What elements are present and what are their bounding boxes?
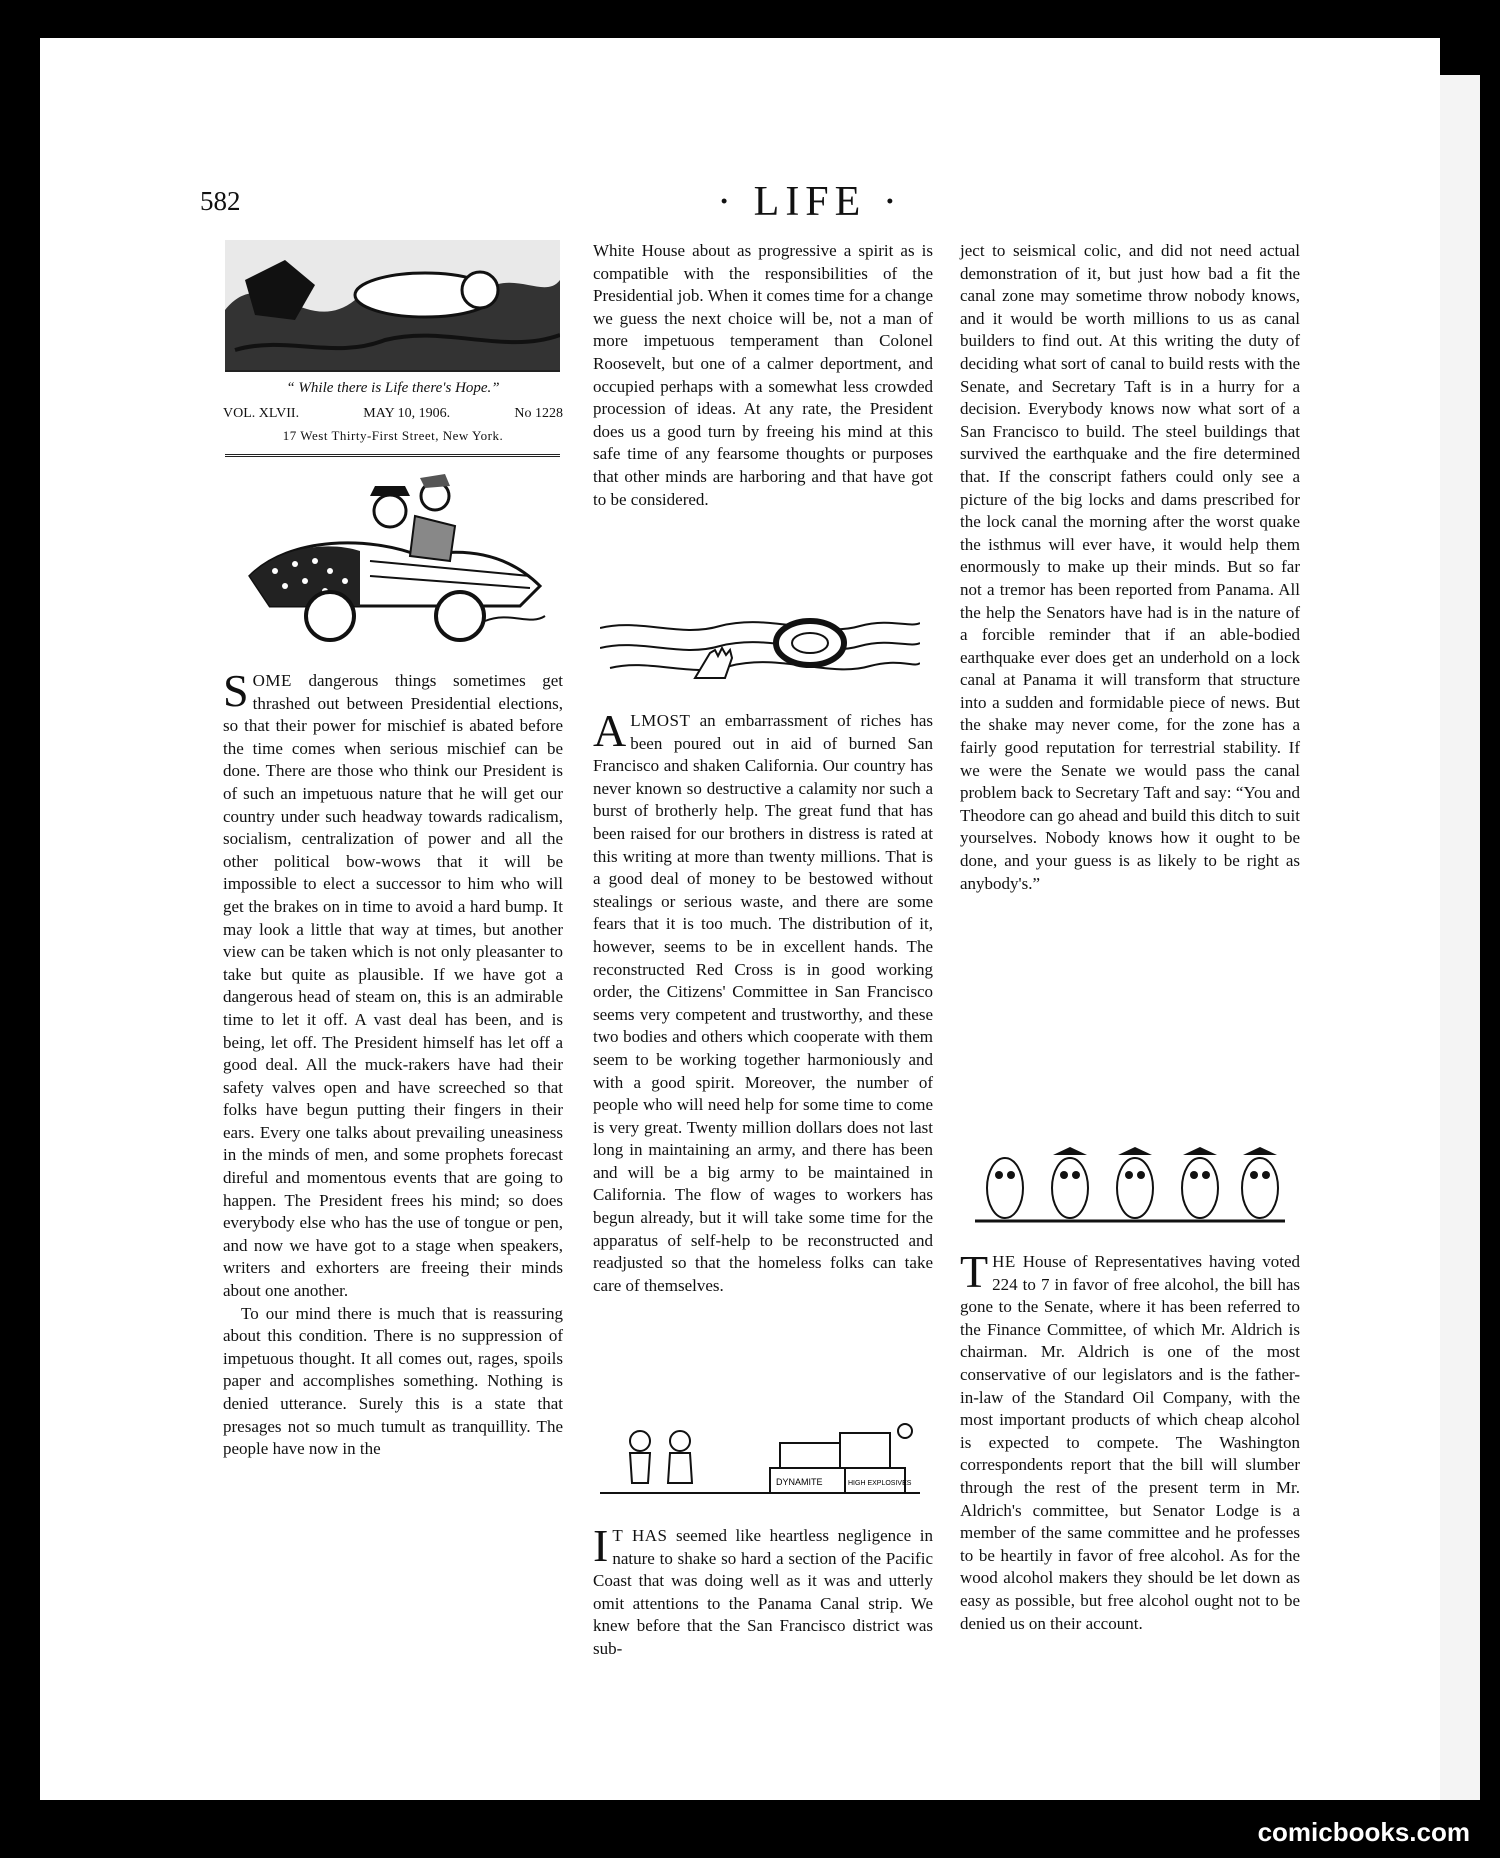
magazine-page xyxy=(40,38,1440,1800)
dropcap: I xyxy=(593,1520,609,1571)
article-it-has-seemed xyxy=(593,1520,933,1661)
lead-word: LMOST xyxy=(630,711,691,730)
dynamite-crates-illustration xyxy=(600,1423,920,1503)
owls-art xyxy=(975,1133,1285,1228)
dynamite-crates-art xyxy=(600,1423,920,1503)
article-the-house xyxy=(960,1246,1301,1635)
motto: “ While there is Life there's Hope.” xyxy=(286,380,500,396)
page-number: 582 xyxy=(200,186,241,216)
article-continuation xyxy=(593,240,933,511)
volume-number: VOL. XLVII. xyxy=(223,406,300,421)
dropcap: S xyxy=(223,665,249,716)
header-rule xyxy=(225,454,560,457)
publisher-address: 17 West Thirty-First Street, New York. xyxy=(282,428,504,443)
lead-word: HE xyxy=(992,1252,1016,1271)
article-almost-an-embarrassment xyxy=(593,705,934,1297)
dropcap: T xyxy=(960,1246,989,1297)
article-paragraph: ject to seismical colic, and did not need actual demonstration of it, but just how bad a fit the canal zone may sometime throw nobody knows, and it would be worth millions to us as canal builders to find out. At this writing the duty of deciding what sort of canal to build rests with the Senate, and Secretary Taft is in a hurry for a decision. Everybody knows now what sort of a San Francisco to build. The steel buildings that survived the earthquake and the fire determined that. If the conscript fathers could only see a picture of the big locks and dams prescribed for the lock canal the morning after the worst quake the isthmus will ever have, it would help them enormously to make up their minds. But so far not a tremor has been reported from Panama. All the help the Senators have had is in the nature of a forcible reminder that if an able-bodied earthquake ever does get an underhold on a lock canal at Panama it will transform that structure into a sudden and formidable piece of news. But the shake may never come, for the zone has a fairly good reputation for terrestrial stability. If we were the Senate we would pass the canal problem back to Secretary Taft and say: “You and Theodore can go ahead and build this ditch to suit yourselves. Nobody knows how it ought to be done, and your guess is as likely to be right as anybody's.” xyxy=(960,241,1300,893)
masthead-title: · LIFE · xyxy=(717,179,903,225)
owls-illustration xyxy=(975,1133,1285,1228)
lead-word: OME xyxy=(252,671,292,690)
article-paragraph: dangerous things sometimes get thrashed out between Presidential elections, so that their power for mischief is abated before the time comes when serious mischief can be done. There are those who think our President is of such an impetuous nature that he will get our country under such headway towards radicalism, socialism, centralization of power and all the other political bow-wows that it will be impossible to elect a successor to him who will get the brakes on in time to avoid a hard bump. It may look a little that way at times, but another view can be taken which is not only pleasanter to take but quite as plausible. If we have got a dangerous head of steam on, this is an admirable time to let it off. A vast deal has been, and is being, let off. The President himself has let off a good deal. All the muck-rakers have had their safety valves open and have screeched so that folks have begun putting their fingers in their ears. Every one talks about prevailing uneasiness in the minds of men, and some prophets forecast direful and momentous events that are going to happen. The President frees his mind; so does everybody else who has the use of tongue or pen, and now we have got to a stage when speakers, writers and exhorters are freeing their minds about one another. xyxy=(223,671,564,1301)
crate-label-explosives: HIGH EXPLOSIVES xyxy=(848,1480,912,1487)
article-paragraph: House of Representatives having voted 224 to 7 in favor of free alcohol, the bill has gone to the Senate, where it has been referred to the Finance Committee, of which Mr. Aldrich is chairman. Mr. Aldrich is one of the most conservative of our legislators and is the father-in-law of the Standard Oil Company, with the most important products of which cheap alcohol is expected to compete. The Washington correspondents report that the bill will slumber through the rest of the present term in Mr. Aldrich's committee, but Senator Lodge is a member of the same committee and he professes to be heartily in favor of free alcohol. As for the wood alcohol makers they should be let down as easy as possible, but free alcohol ought not to be denied us on their account. xyxy=(960,1252,1301,1633)
article-some-dangerous-things xyxy=(223,665,564,1461)
crate-label-dynamite: DYNAMITE xyxy=(776,1477,823,1487)
article-paragraph: seemed like heartless negligence in nature to shake so hard a section of the Pacific Coast that was doing well as it was and utterly omit attentions to the Panama Canal strip. We knew before that the San Francisco district was sub- xyxy=(593,1526,933,1658)
volume-line xyxy=(223,406,563,422)
car-cartoon-illustration xyxy=(240,466,550,646)
drowning-hand-illustration xyxy=(600,598,920,693)
dropcap: A xyxy=(593,705,627,756)
article-paragraph: an embarrassment of riches has been poured out in aid of burned San Francisco and shaken California. Our country has never known so destructive a calamity nor such a burst of brotherly help. The great fund that has been raised for our brothers in distress is rated at this writing at more than twenty millions. That is a good deal of money to be bestowed without stealings or serious waste, and there are some fears that it is too much. The distribution of it, however, seems to be in excellent hands. The reconstructed Red Cross is in good working order, the Citizens' Committee in San Francisco seems very competent and trustworthy, and these two bodies and others which cooperate with them seem to be working together harmoniously and with a good spirit. Moreover, the number of people who will need help for some time to come is very great. Twenty million dollars does not last long in maintaining an army, and there has been and will be a big army to be maintained in California. The flow of wages to workers has begun already, but it will take some time for the apparatus of self-help to be reconstructed and readjusted so that the homeless folks can take care of themselves. xyxy=(593,711,934,1295)
drowning-hand-art xyxy=(600,598,920,693)
article-paragraph: To our mind there is much that is reassuring about this condition. There is no suppression of impetuous thought. It all comes out, rages, spoils paper and accomplishes something. Nothing is denied utterance. Surely this is a state that presages not so much tumult as tranquillity. The people have now in the xyxy=(223,1303,563,1459)
watermark: comicbooks.com xyxy=(1257,1817,1470,1847)
adjacent-page-edge xyxy=(1440,75,1480,1800)
lead-word: T HAS xyxy=(612,1526,668,1545)
article-paragraph: White House about as progressive a spirit as is compatible with the responsibilities of the Presidential job. When it comes time for a change we guess the next choice will be, not a man of more impetuous temperament than Colonel Roosevelt, but one of a calmer deportment, and occupied perhaps with a somewhat less crowded procession of ideas. At any rate, the President does us a good turn by freeing his mind at this safe time of any fearsome thoughts or purposes that other minds are harboring and that have got to be considered. xyxy=(593,241,933,509)
issue-date: MAY 10, 1906. xyxy=(363,406,451,421)
masthead-illustration xyxy=(225,240,560,372)
car-cartoon-art xyxy=(240,466,550,646)
issue-number: No 1228 xyxy=(514,406,563,421)
masthead-illustration-art xyxy=(225,240,560,370)
article-it-has-seemed-continuation xyxy=(960,240,1300,895)
